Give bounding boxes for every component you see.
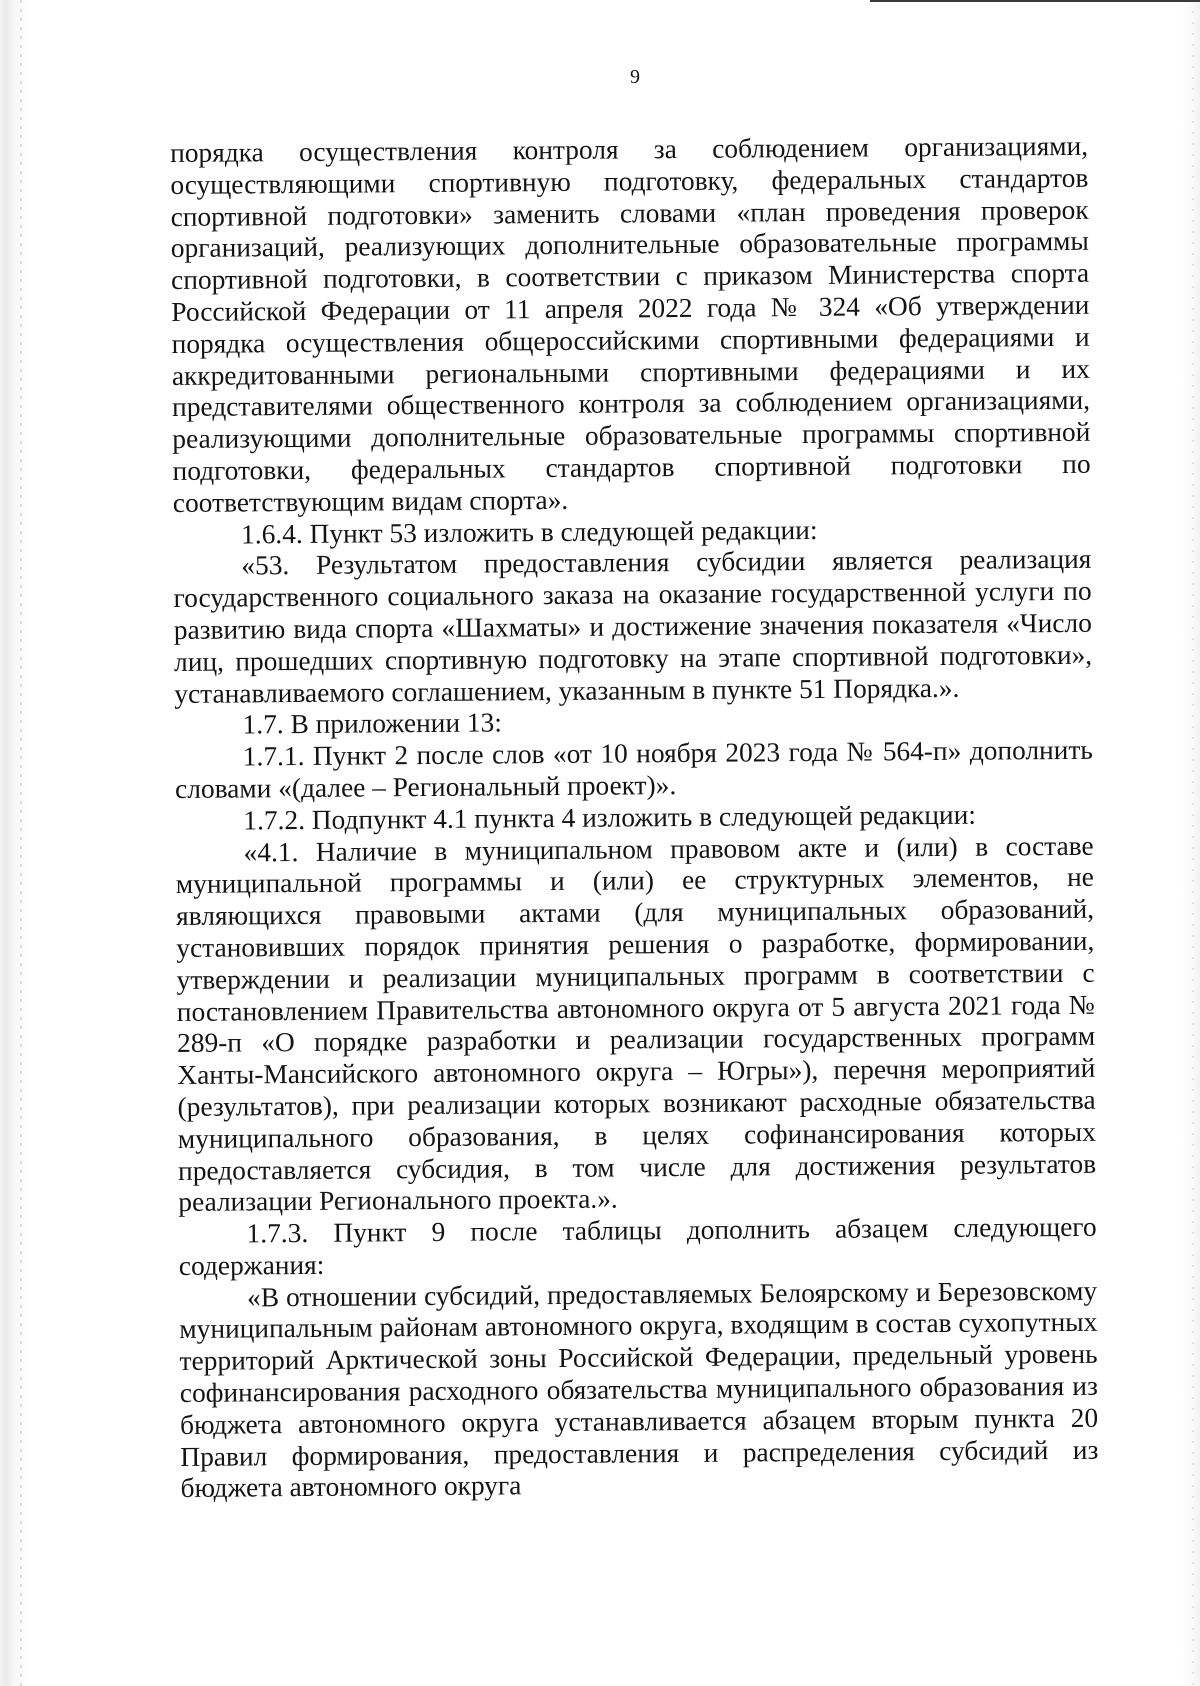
- paragraph-item-arctic: «В отношении субсидий, предоставляемых Белоярскому и Березовскому муниципальным районам автономного округа, входящим в состав сухопутных территорий Арктической зоны Российской Федерации, предельный уровень софинансирования расходного обязательства муниципального образования из бюджета автономного округа устанавливается абзацем вторым пункта 20 Правил формирования, предоставления и распределения субсидий из бюджета автономного округа: [179, 1275, 1099, 1504]
- scan-top-line: [870, 0, 1200, 2]
- document-body: [170, 131, 1099, 1505]
- scan-edge-right: [1182, 0, 1200, 1686]
- page-number: 9: [630, 66, 640, 88]
- paragraph-item-1-7-2: 1.7.2. Подпункт 4.1 пункта 4 изложить в следующей редакции:: [243, 799, 977, 836]
- paragraph-continuation: порядка осуществления контроля за соблюдением организациями, осуществляющими спортивную подготовку, федеральных стандартов спортивной подготовки» заменить словами «план проведения проверок организаций, реализующих дополнительные образовательные программы спортивной подготовки, в соответствии с приказом Министерства спорта Российской Федерации от 11 апреля 2022 года № 324 «Об утверждении порядка осуществления общероссийскими спортивными федерациями и аккредитованными региональными спортивными федерациями и их представителями общественного контроля за соблюдением организациями, реализующими дополнительные образовательные программы спортивной подготовки, федеральных стандартов спортивной подготовки по соответствующим видам спорта».: [170, 130, 1091, 518]
- scan-edge-left: [0, 0, 30, 1686]
- paragraph-item-53: «53. Результатом предоставления субсидии является реализация государственного социального заказа на оказание государственной услуги по развитию вида спорта «Шахматы» и достижение значения показателя «Число лиц, прошедших спортивную подготовку на этапе спортивной подготовки», устанавливаемого соглашением, указанным в пункте 51 Порядка.».: [173, 544, 1093, 709]
- paragraph-item-4-1: «4.1. Наличие в муниципальном правовом акте и (или) в составе муниципальной программы и (или) ее структурных элементов, не являющихся правовыми актами (для муниципальных образований, установивших порядок принятия решения о разработке, формировании, утверждении и реализации муниципальных программ в соответствии с постановлением Правительства автономного округа от 5 августа 2021 года № 289-п «О порядке разработки и реализации государственных программ Ханты-Мансийского автономного округа – Югры»), перечня мероприятий (результатов), при реализации которых возникают расходные обязательства муниципального образования, в целях софинансирования которых предоставляется субсидия, в том числе для достижения результатов реализации Регионального проекта.».: [175, 830, 1097, 1218]
- paragraph-item-1-6-4: 1.6.4. Пункт 53 изложить в следующей редакции:: [240, 514, 818, 550]
- paragraph-item-1-7-1: 1.7.1. Пункт 2 после слов «от 10 ноября 2023 года № 564-п» дополнить словами «(далее – Региональный проект)».: [174, 734, 1093, 804]
- paragraph-item-1-7-3: 1.7.3. Пункт 9 после таблицы дополнить абзацем следующего содержания:: [178, 1211, 1097, 1281]
- paragraph-item-1-7: 1.7. В приложении 13:: [242, 707, 503, 740]
